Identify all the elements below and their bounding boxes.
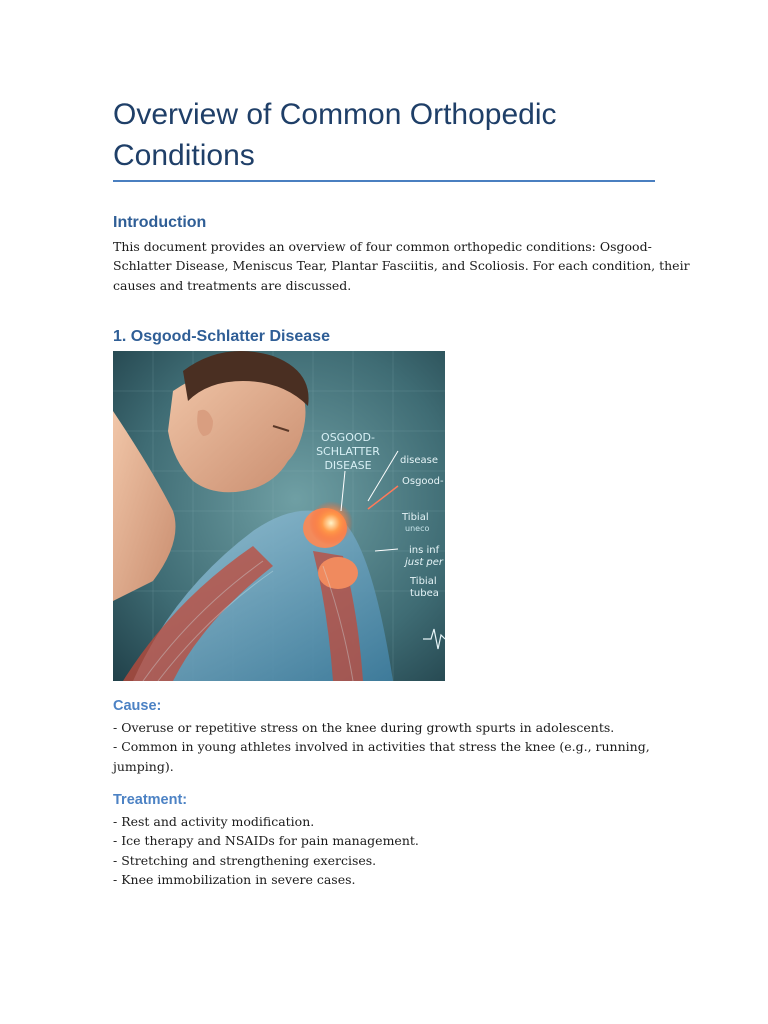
cause-item: - Common in young athletes involved in activities that stress the knee (e.g., running, xyxy=(113,739,650,755)
cause-heading: Cause: xyxy=(113,698,162,714)
treatment-list xyxy=(113,812,643,890)
figure-label: Tibial xyxy=(402,512,429,523)
figure-label: disease xyxy=(400,455,438,466)
figure-label: tubea xyxy=(410,588,439,599)
intro-line: Schlatter Disease, Meniscus Tear, Plantar Fasciitis, and Scoliosis. For each condition, their xyxy=(113,258,690,274)
figure-label: OSGOOD- xyxy=(321,431,375,444)
figure-label: Osgood- xyxy=(402,476,444,487)
document-title: Overview of Common Orthopedic Conditions xyxy=(113,98,557,172)
treatment-item: - Rest and activity modification. xyxy=(113,814,315,829)
figure-label: just per xyxy=(405,557,444,568)
figure-label: ins inf xyxy=(409,545,440,556)
cause-item: jumping). xyxy=(113,758,174,774)
treatment-item: - Stretching and strengthening exercises. xyxy=(113,852,377,868)
cause-item: - Overuse or repetitive stress on the knee during growth spurts in adolescents. xyxy=(113,720,615,735)
introduction-heading: Introduction xyxy=(113,214,207,231)
osgood-schlatter-illustration xyxy=(113,351,445,681)
cause-list xyxy=(113,718,650,776)
figure-label: uneco xyxy=(405,524,430,533)
figure-label: DISEASE xyxy=(324,459,372,472)
section-heading-osgood: 1. Osgood-Schlatter Disease xyxy=(113,328,330,345)
introduction-paragraph xyxy=(113,237,690,295)
title-underline xyxy=(113,180,655,182)
treatment-item: - Ice therapy and NSAIDs for pain management. xyxy=(113,833,419,849)
figure-label: SCHLATTER xyxy=(316,445,380,458)
figure-label: Tibial xyxy=(410,576,437,587)
intro-line: causes and treatments are discussed. xyxy=(113,277,352,293)
intro-line: This document provides an overview of four common orthopedic conditions: Osgood- xyxy=(113,239,652,254)
treatment-item: - Knee immobilization in severe cases. xyxy=(113,872,356,888)
treatment-heading: Treatment: xyxy=(113,792,188,808)
